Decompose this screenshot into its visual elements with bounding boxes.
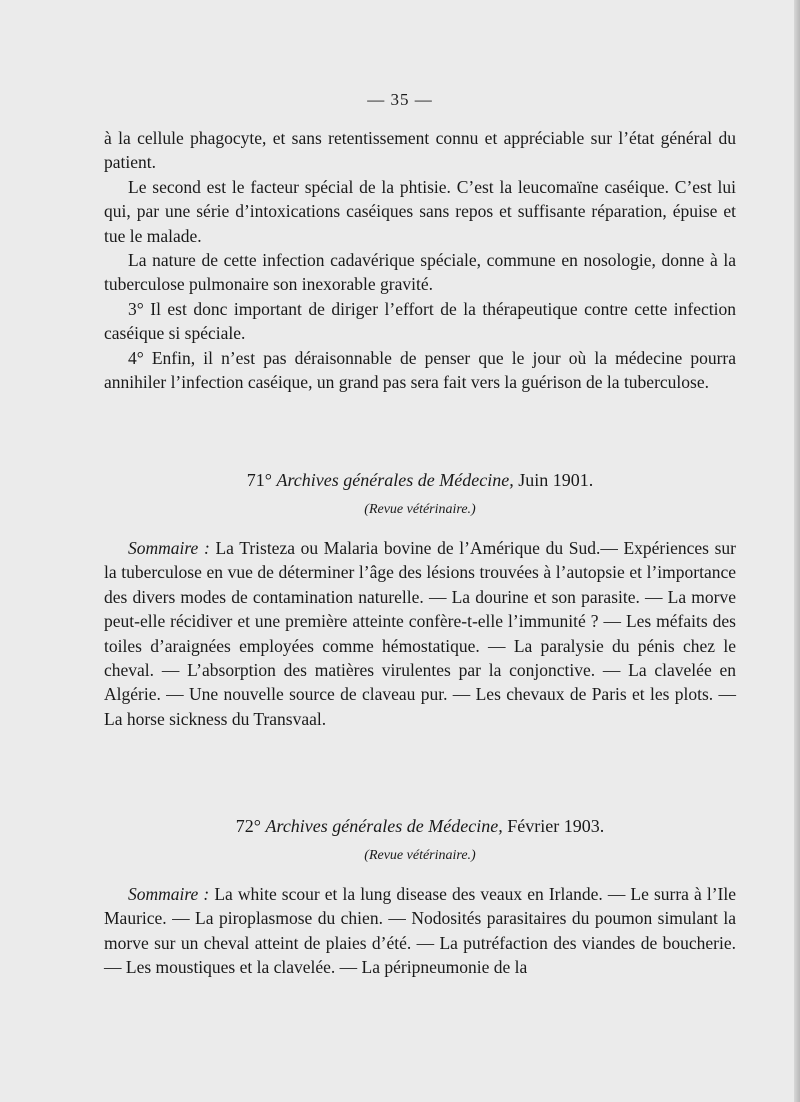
entry-72-journal: Archives générales de Médecine,: [265, 816, 503, 836]
intro-paragraph-2: Le second est le facteur spécial de la phtisie. C’est la leucomaïne caséique. C’est lui qui, par une série d’intoxications caséiques sans repos et suffisante réparation, épuise et tue le malade.: [104, 176, 736, 246]
intro-paragraph-4: 3° Il est donc important de diriger l’effort de la thérapeutique contre cette infection caséique si spéciale.: [104, 298, 736, 344]
entry-71-sommaire-label: Sommaire :: [128, 538, 210, 558]
entry-72-sommaire: [104, 882, 736, 980]
entry-72-sommaire-label: Sommaire :: [128, 884, 210, 904]
entry-71-source: (Revue vétérinaire.): [364, 502, 476, 517]
entry-71-date: Juin 1901.: [518, 470, 594, 490]
entry-72-source: (Revue vétérinaire.): [364, 848, 476, 863]
entry-71-sommaire: [104, 536, 736, 731]
entry-72: [104, 814, 736, 980]
page-number: — 35 —: [367, 90, 433, 109]
entry-71-number: 71°: [246, 470, 272, 490]
entry-71-journal: Archives générales de Médecine,: [276, 470, 514, 490]
entry-72-number: 72°: [235, 816, 261, 836]
entry-72-date: Février 1903.: [507, 816, 605, 836]
intro-paragraph-5: 4° Enfin, il n’est pas déraisonnable de penser que le jour où la médecine pourra annihiler l’infection caséique, un grand pas sera fait vers la guérison de la tuberculose.: [104, 347, 736, 393]
intro-paragraph-3: La nature de cette infection cadavérique spéciale, commune en nosologie, donne à la tuberculose pulmonaire son inexorable gravité.: [104, 250, 736, 295]
entry-71: [104, 468, 736, 731]
entry-71-sommaire-text: La Tristeza ou Malaria bovine de l’Amérique du Sud.— Expériences sur la tuberculose en vue de déterminer l’âge des lésions trouvées à l’autopsie et l’importance des divers modes de contamination naturelle. — La dourine et son parasite. — La morve peut-elle récidiver et une première atteinte confère-t-elle l’immunité ? — Les méfaits des toiles d’araignées employées comme hémostatique. — La paralysie du pénis chez le cheval. — L’absorption des matières virulentes par la conjonctive. — La clavelée en Algérie. — Une nouvelle source de claveau pur. — Les chevaux de Paris et les plots. — La horse sickness du Transvaal.: [104, 538, 737, 729]
entry-71-title: [104, 468, 736, 492]
intro-section: [104, 126, 736, 394]
intro-paragraph-1: à la cellule phagocyte, et sans retentissement connu et appréciable sur l’état général du patient.: [104, 128, 736, 173]
entry-72-sommaire-text: La white scour et la lung disease des veaux en Irlande. — Le surra à l’Ile Maurice. — La piroplasmose du chien. — Nodosités parasitaires du poumon simulant la morve sur un cheval atteint de plaies d’été. — La putréfaction des viandes de boucherie. — Les moustiques et la clavelée. — La péripneumonie de la: [104, 884, 737, 978]
entry-72-title: [104, 814, 736, 838]
